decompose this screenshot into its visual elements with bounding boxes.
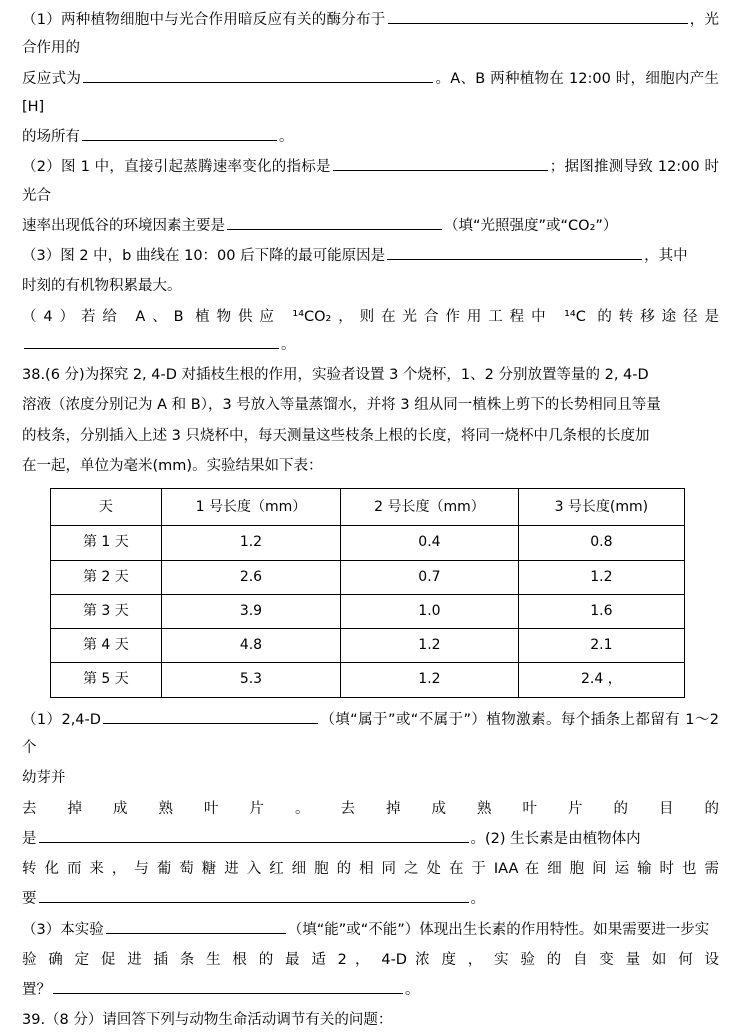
q38-3-text-c: 置？ [22,982,51,999]
table-header-cell: 天 [51,489,162,526]
question-39-stem: 39.（8 分）请回答下列与动物生命活动调节有关的问题： [22,1012,393,1029]
fill-blank[interactable] [103,708,318,724]
q37-4-text-a: （4）若给 A、B 植物供应 ¹⁴CO₂，则在光合作用工程中 ¹⁴C 的转移途径是 [22,308,719,325]
q37-2-text-d: （填“光照强度”或“CO₂”） [444,217,618,234]
fill-blank[interactable] [227,214,442,230]
question-37-item-1-line2 [22,65,719,122]
fill-blank[interactable] [333,155,548,171]
q37-2-text-a: （2）图 1 中，直接引起蒸腾速率变化的指标是 [22,159,331,176]
q37-1-text-b: ，光合作用的 [22,12,720,57]
q38-1-text-b: （填“属于”或“不属于”）植物激素。每个插条上都留有 1～2 个 [22,711,720,756]
table-cell: 1.2 [341,663,519,697]
table-cell: 2.1 [518,629,684,663]
question-37-item-4 [22,303,719,360]
table-row [51,526,685,560]
question-38-item-2-line2 [22,885,719,913]
table-cell: 0.4 [341,526,519,560]
fill-blank[interactable] [24,333,279,349]
experiment-results-table [50,488,685,697]
table-cell: 0.8 [518,526,684,560]
table-row [51,560,685,594]
fill-blank[interactable] [83,66,433,82]
table-cell: 2.4 ， [518,663,684,697]
fill-blank[interactable] [39,887,469,903]
q37-4-text-b: 。 [281,336,296,353]
q37-1-text-d: 。A、B 两种植物在 12:00 时，细胞内产生[H] [22,70,719,115]
table-cell: 5.3 [161,663,340,697]
question-37-item-2 [22,153,719,210]
fill-blank[interactable] [387,244,642,260]
table-cell: 1.2 [518,560,684,594]
q37-1-text-a: （1）两种植物细胞中与光合作用暗反应有关的酶分布于 [22,12,386,28]
table-row [51,594,685,628]
q38-2-text-a: 要 [22,891,37,908]
table-cell: 4.8 [161,629,340,663]
q38-1-text-a: （1）2,4-D [22,711,101,728]
table-cell: 1.0 [341,594,519,628]
question-38-stem-line4: 在一起，单位为毫米(mm)。实验结果如下表： [22,457,323,474]
q37-3-text-b: ，其中 [644,248,688,265]
table-row [51,663,685,697]
question-38-stem-line2: 溶液（浓度分别记为 A 和 B），3 号放入等量蒸馏水，并将 3 组从同一植株上剪下的长势相同且等量 [22,397,661,414]
fill-blank[interactable] [388,8,688,24]
table-cell: 1.6 [518,594,684,628]
question-38-stem-line1: 38.(6 分)为探究 2, 4-D 对插枝生根的作用，实验者设置 3 个烧杯，1、2 分别放置等量的 2, 4-D [22,367,649,384]
question-38-item-1-line4 [22,825,719,853]
fill-blank[interactable] [106,917,286,933]
question-38-item-1-line3: 去 掉 成 熟 叶 片 。 去 掉 成 熟 叶 片 的 目 的 [22,800,719,817]
q38-2-text-b: 。 [470,891,485,908]
question-37-item-1-line3 [22,123,719,151]
table-header-row [51,489,685,526]
table-cell: 1.2 [161,526,340,560]
q37-3-text-c: 时刻的有机物积累最大。 [22,278,182,295]
q38-3-text-b: （填“能”或“不能”）体现出生长素的作用特性。如果需要进一步实 [287,921,710,938]
table-header-cell: 1 号长度（mm） [161,489,340,526]
table-cell: 第 5 天 [51,663,162,697]
q37-1-text-c: 反应式为 [22,70,82,87]
table-cell: 0.7 [341,560,519,594]
fill-blank[interactable] [39,827,469,843]
q37-1-text-f: 。 [279,129,294,146]
table-header-cell: 3 号长度(mm) [518,489,684,526]
table-row [51,629,685,663]
table-cell: 第 1 天 [51,526,162,560]
q37-3-text-a: （3）图 2 中，b 曲线在 10：00 后下降的最可能原因是 [22,248,386,265]
table-cell: 1.2 [341,629,519,663]
question-38-item-1 [22,706,719,763]
q38-3-text-d: 。 [405,982,420,999]
q38-1-text-d: 。(2) 生长素是由植物体内 [470,830,641,847]
table-cell: 第 2 天 [51,560,162,594]
table-cell: 第 3 天 [51,594,162,628]
fill-blank[interactable] [82,125,277,141]
question-38-item-3-line2: 验 确 定 促 进 插 条 生 根 的 最 适 2 ， 4-D 浓 度 ， 实 验 的 自 变 量 如 何 设 [22,951,719,968]
q37-1-text-e: 的场所有 [22,129,80,146]
q38-3-text-a: （3）本实验 [22,921,104,938]
question-38-item-3 [22,916,719,944]
q37-2-text-c: 速率出现低谷的环境因素主要是 [22,217,225,234]
question-38-item-2-line: 转 化 而 来 ， 与 葡 萄 糖 进 入 红 细 胞 的 相 同 之 处 在 于 IAA 在 细 胞 间 运 输 时 也 需 [22,861,719,878]
fill-blank[interactable] [53,978,403,994]
question-38-item-3-line3 [22,976,719,1004]
question-37-item-3-line2 [22,272,719,300]
q37-2-text-b: ；据图推测导致 12:00 时光合 [22,159,719,204]
question-37-item-2-line2 [22,212,719,240]
question-38-stem-line3: 的枝条，分别插入上述 3 只烧杯中，每天测量这些枝条上根的长度，将同一烧杯中几条根的长度加 [22,427,650,444]
question-38-item-1-line2: 幼芽并 [22,770,66,787]
table-cell: 3.9 [161,594,340,628]
question-37-item-1 [22,6,719,63]
table-cell: 2.6 [161,560,340,594]
question-37-item-3 [22,242,719,270]
q38-1-text-c: 是 [22,830,37,847]
table-header-cell: 2 号长度（mm） [341,489,519,526]
table-cell: 第 4 天 [51,629,162,663]
